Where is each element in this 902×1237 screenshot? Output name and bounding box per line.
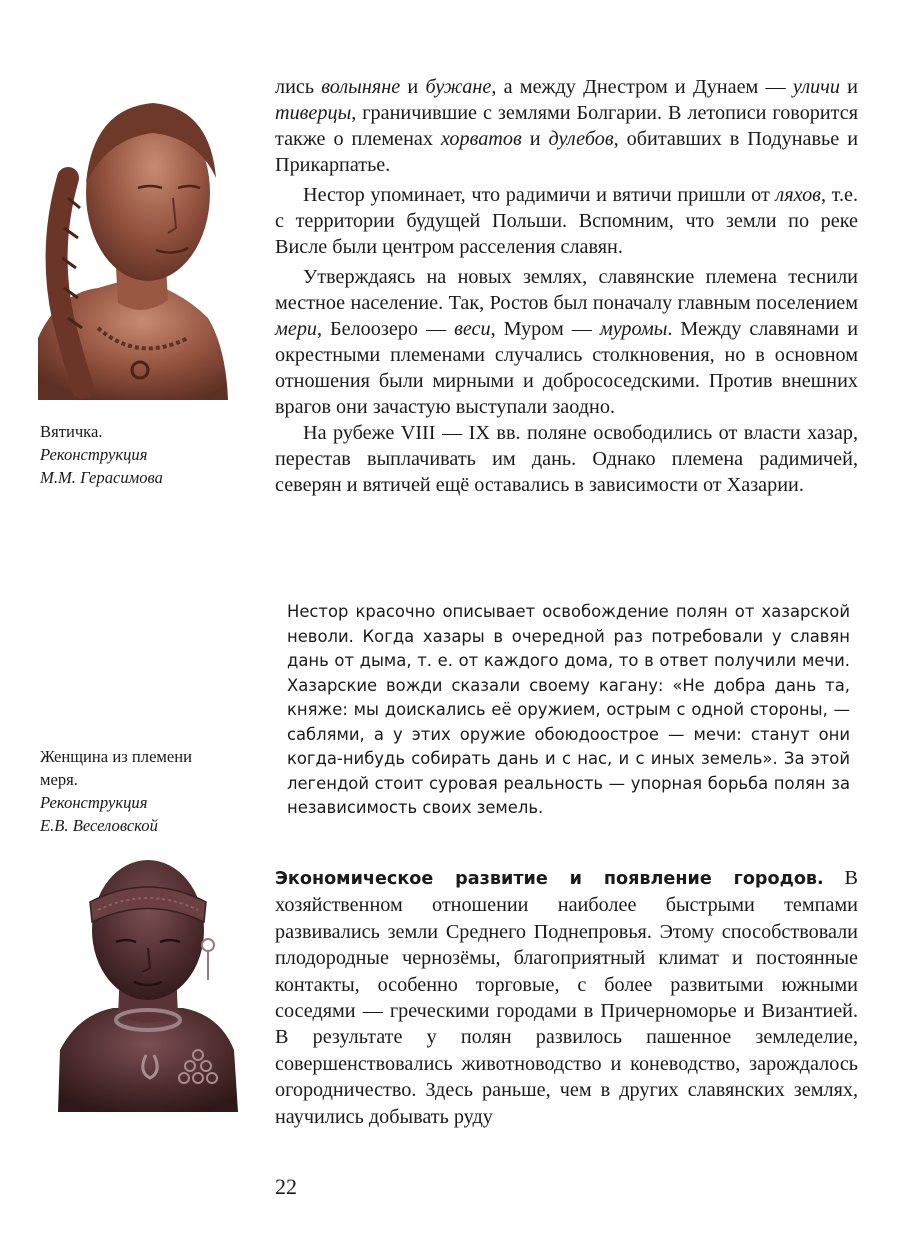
merya-woman-bust-image — [58, 850, 238, 1112]
text-run: , граничившие с землями Болгарии. В летописи говорится также о племенах — [275, 102, 858, 150]
caption-reconstruction: Реконструкция — [40, 445, 148, 464]
italic-term: муромы — [599, 318, 668, 340]
caption-merya-woman — [40, 745, 270, 837]
caption-author: Е.В. Веселовской — [40, 816, 158, 835]
economic-section — [275, 865, 858, 1130]
text-run: . Между славянами и окрестными племенами случались столкновения, но в основном отношения были мирными и добрососедскими. Против внешних врагов они зачастую выступали заодно. — [275, 318, 859, 418]
paragraph — [275, 182, 858, 260]
text-run: Нестор упоминает, что радимичи и вятичи пришли от — [303, 184, 776, 206]
legend-paragraph: Нестор красочно описывает освобождение полян от хазарской неволи. Когда хазары в очередной раз потребовали у славян дань от дыма, т. е. от каждого дома, то в ответ получили мечи. Хазарские вожди сказали своему кагану: «Не добра дань та, княже: мы доискались её оружием, острым с одной стороны, — саблями, а у этих оружие обоюдоострое — мечи: станут они когда-нибудь собирать дань и с нас, и с иных земель». За этой легендой стоит суровая реальность — упорная борьба полян за независимость своих земель. — [287, 602, 850, 817]
caption-title: Женщина из племени — [40, 747, 193, 766]
caption-title: Вятичка. — [40, 422, 103, 441]
caption-vyatichka — [40, 420, 260, 489]
text-run: , Белоозеро — — [317, 318, 455, 340]
text-run: , Муром — — [490, 318, 600, 340]
italic-term: ляхов — [775, 184, 821, 206]
paragraph — [275, 74, 858, 178]
section-heading: Экономическое развитие и появление городов. — [275, 869, 824, 889]
text-run: , т.е. с территории будущей Польши. Вспомним, что земли по реке Висле были центром расселения славян. — [275, 184, 858, 258]
text-run: и — [521, 128, 549, 150]
caption-reconstruction: Реконструкция — [40, 793, 148, 812]
italic-term: веси — [454, 318, 491, 340]
text-run: Утверждаясь на новых землях, славянские племена теснили местное население. Так, Ростов был поначалу главным поселением — [275, 266, 858, 314]
text-run: На рубеже VIII — IX вв. поляне освободились от власти хазар, перестав выплачивать им дань. Однако племена радимичей, северян и вятичей ещё оставались в зависимости от Хазарии. — [275, 422, 858, 496]
caption-title-cont: меря. — [40, 770, 78, 789]
paragraph — [275, 420, 858, 498]
section-text: В хозяйственном отношении наиболее быстрыми темпами развивались земли Среднего Поднепровья. Этому способствовали плодородные чернозёмы, благоприятный климат и постоянные контакты, особенно торговые, с более развитыми южными соседями — греческими городами в Причерноморье и Византией. В результате у полян развилось пашенное земледелие, совершенствовались животноводство и коневодство, зарождалось огородничество. Здесь раньше, чем в других славянских землях, научились добывать руду — [275, 867, 858, 1128]
italic-term: мери — [275, 318, 318, 340]
text-run: и — [400, 76, 426, 98]
main-text — [275, 74, 858, 498]
italic-term: тиверцы — [275, 102, 352, 124]
text-run: лись — [275, 76, 322, 98]
italic-term: бужане — [425, 76, 492, 98]
text-run: и — [839, 76, 858, 98]
economic-paragraph — [275, 865, 858, 1130]
italic-term: волыняне — [321, 76, 401, 98]
italic-term: уличи — [792, 76, 840, 98]
legend-textbox — [287, 600, 850, 821]
text-run: , а между Днестром и Дунаем — — [491, 76, 793, 98]
paragraph — [275, 264, 858, 420]
vyatichka-bust-image — [38, 88, 228, 400]
text-run: , обитавших в Подунавье и Прикарпатье. — [275, 128, 858, 176]
caption-author: М.М. Герасимова — [40, 468, 163, 487]
page-number: 22 — [275, 1174, 297, 1199]
italic-term: дулебов — [548, 128, 614, 150]
italic-term: хорватов — [440, 128, 522, 150]
